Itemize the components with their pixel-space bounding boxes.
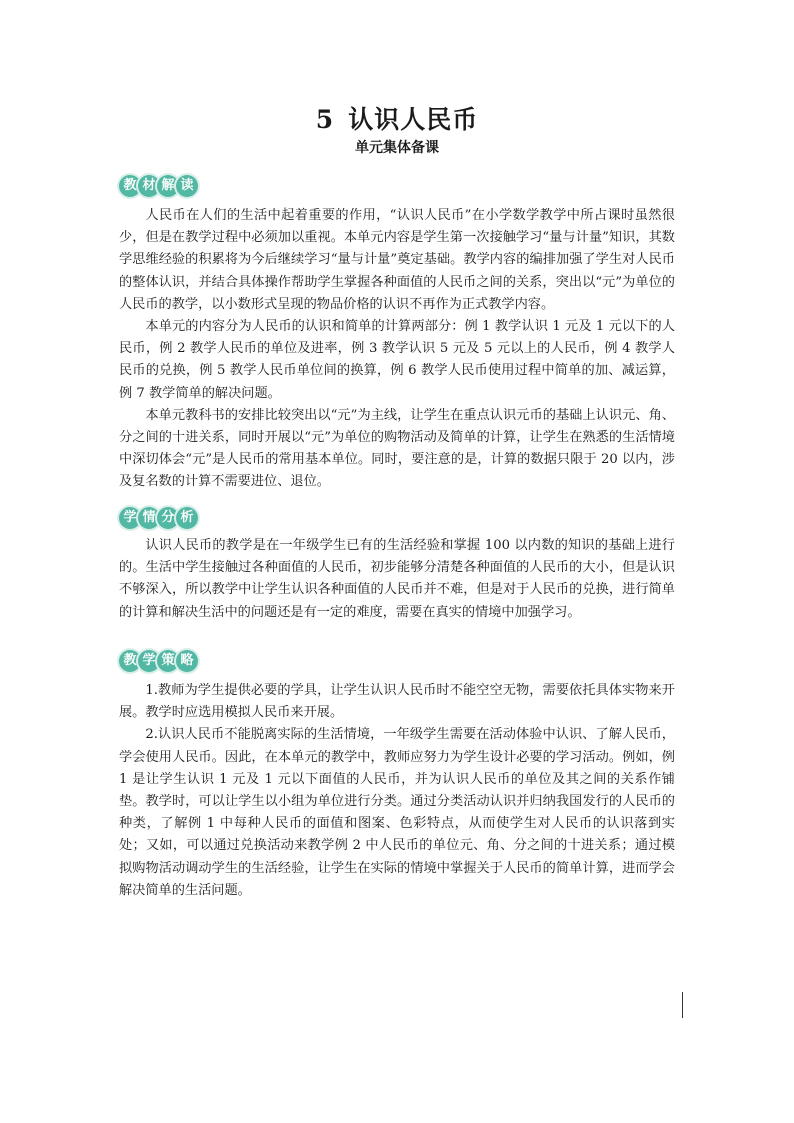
badge-char: 解 — [157, 175, 179, 197]
paragraph: 人民币在人们的生活中起着重要的作用，“认识人民币”在小学数学教学中所占课时虽然很少，但是在教学过程中必须加以重视。本单元内容是学生第一次接触学习“量与计量”知识，其数学思维经验的积累将为今后继续学习“量与计量”奠定基础。教学内容的编排加强了学生对人民币的整体认识，并结合具体操作帮助学生掌握各种面值的人民币之间的关系，突出以“元”为单位的人民币的教学，以小数形式呈现的物品价格的认识不再作为正式教学内容。 — [119, 208, 675, 312]
paragraph: 本单元教科书的安排比较突出以“元”为主线，让学生在重点认识元币的基础上认识元、角、分之间的十进关系，同时开展以“元”为单位的购物活动及简单的计算，让学生在熟悉的生活情境中深切体会“元”是人民币的常用基本单位。同时，要注意的是，计算的数据只限于 20 以内，涉及复名数的计算不需要进位、退位。 — [119, 407, 675, 490]
page-subtitle: 单元集体备课 — [355, 140, 439, 156]
page-title — [0, 100, 794, 136]
section-textbook-reading — [119, 205, 675, 494]
page-edge-mark — [682, 992, 683, 1018]
badge-char: 材 — [138, 175, 160, 197]
badge-char: 读 — [176, 175, 198, 197]
badge-char: 析 — [176, 507, 198, 529]
badge-char: 学 — [119, 507, 141, 529]
unit-title: 认识人民币 — [348, 105, 479, 134]
unit-number: 5 — [315, 105, 335, 134]
paragraph: 认识人民币的教学是在一年级学生已有的生活经验和掌握 100 以内数的知识的基础上进行的。生活中学生接触过各种面值的人民币，初步能够分清楚各种面值的人民币的大小，但是认识不够深入，所以教学中让学生认识各种面值的人民币并不难，但是对于人民币的兑换，进行简单的计算和解决生活中的问题还是有一定的难度，需要在真实的情境中加强学习。 — [119, 538, 675, 620]
badge-char: 教 — [119, 175, 141, 197]
badge-char: 略 — [176, 650, 198, 672]
section-learning-analysis — [119, 535, 675, 624]
paragraph: 2.认识人民币不能脱离实际的生活情境，一年级学生需要在活动体验中认识、了解人民币，学会使用人民币。因此，在本单元的教学中，教师应努力为学生设计必要的学习活动。例如，例 1 是让学生认识 1 元及 1 元以下面值的人民币，并为认识人民币的单位及其之间的关系作铺垫。教学时，可以让学生以小组为单位进行分类。通过分类活动认识并归纳我国发行的人民币的种类，了解例 1 中每种人民币的面值和图案、色彩特点，从而使学生对人民币的认识落到实处；又如，可以通过兑换活动来教学例 2 中人民币的单位元、角、分之间的十进关系；通过模拟购物活动调动学生的生活经验，让学生在实际的情境中掌握关于人民币的简单计算，进而学会解决简单的生活问题。 — [119, 727, 675, 898]
section-teaching-strategy — [119, 680, 675, 902]
section-badge-learning-analysis — [119, 503, 195, 533]
badge-char: 策 — [157, 650, 179, 672]
badge-char: 学 — [138, 650, 160, 672]
badge-char: 教 — [119, 650, 141, 672]
paragraph: 本单元的内容分为人民币的认识和简单的计算两部分：例 1 教学认识 1 元及 1 元以下的人民币，例 2 教学人民币的单位及进率，例 3 教学认识 5 元及 5 元以上的人民币，例 4 教学人民币的兑换，例 5 教学人民币单位间的换算，例 6 教学人民币使用过程中简单的加、减运算，例 7 教学简单的解决问题。 — [119, 319, 675, 401]
section-badge-textbook-reading — [119, 171, 195, 201]
paragraph: 1.教师为学生提供必要的学具，让学生认识人民币时不能空空无物，需要依托具体实物来开展。教学时应选用模拟人民币来开展。 — [119, 683, 675, 721]
badge-char: 情 — [138, 507, 160, 529]
section-badge-teaching-strategy — [119, 646, 195, 676]
badge-char: 分 — [157, 507, 179, 529]
